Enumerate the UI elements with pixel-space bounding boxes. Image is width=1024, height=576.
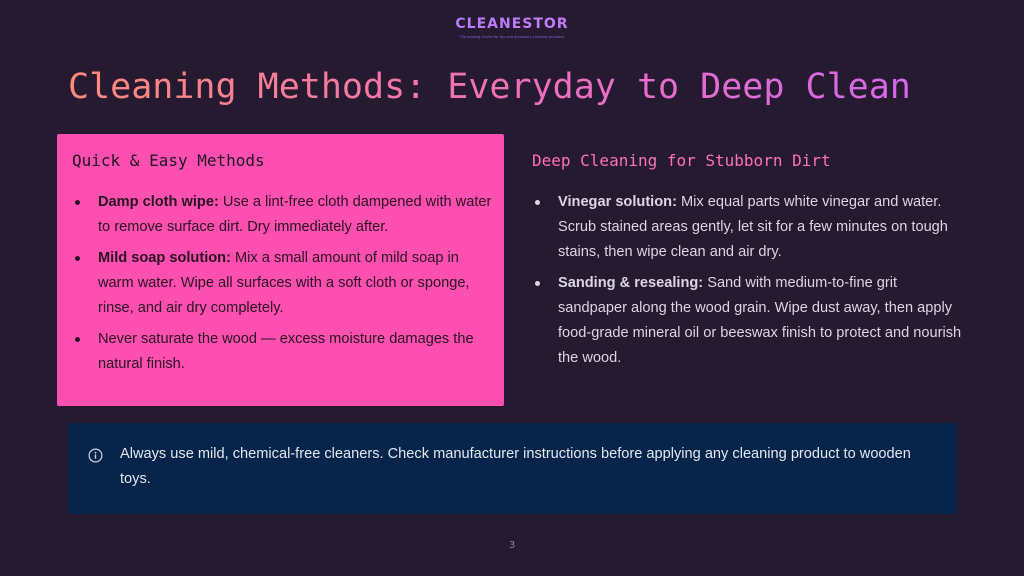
deep-cleaning-card [532, 134, 972, 406]
info-icon [88, 448, 103, 463]
item-label: Vinegar solution: [558, 194, 677, 210]
list-item [532, 271, 967, 371]
item-text: Never saturate the wood — excess moisture damages the natural finish. [98, 331, 474, 372]
brand-logo [0, 14, 1024, 40]
list-item [72, 327, 492, 377]
bullet-icon [75, 256, 80, 261]
deep-cleaning-list [532, 190, 967, 377]
info-callout-text: Always use mild, chemical-free cleaners. Check manufacturer instructions before applying any cleaning product to wooden toys. [120, 446, 911, 487]
item-label: Sanding & resealing: [558, 275, 704, 291]
item-label: Damp cloth wipe: [98, 194, 219, 210]
quick-methods-heading: Quick & Easy Methods [72, 151, 265, 170]
item-text: Use a lint-free cloth dampened with water to remove surface dirt. Dry immediately after. [98, 194, 492, 235]
list-item [532, 190, 967, 265]
brand-name: CLEANESTOR [0, 14, 1024, 34]
bullet-icon [535, 200, 540, 205]
bullet-icon [75, 337, 80, 342]
bullet-icon [535, 281, 540, 286]
list-item [72, 246, 492, 321]
quick-methods-list [72, 190, 492, 383]
brand-tagline: The leading choice for toy and accessory cleaning solutions [459, 35, 565, 39]
quick-methods-card [57, 134, 504, 406]
item-text: Mix a small amount of mild soap in warm water. Wipe all surfaces with a soft cloth or sponge, rinse, and air dry completely. [98, 250, 470, 316]
list-item [72, 190, 492, 240]
deep-cleaning-heading: Deep Cleaning for Stubborn Dirt [532, 151, 831, 170]
slide-title: Cleaning Methods: Everyday to Deep Clean [68, 64, 911, 110]
bullet-icon [75, 200, 80, 205]
info-callout [68, 423, 957, 514]
page-number: 3 [508, 540, 516, 551]
item-text: Mix equal parts white vinegar and water. Scrub stained areas gently, let sit for a few minutes on tough stains, then wipe clean and air dry. [558, 194, 948, 260]
item-label: Mild soap solution: [98, 250, 231, 266]
item-text: Sand with medium-to-fine grit sandpaper along the wood grain. Wipe dust away, then apply food-grade mineral oil or beeswax finish to protect and nourish the wood. [558, 275, 962, 366]
